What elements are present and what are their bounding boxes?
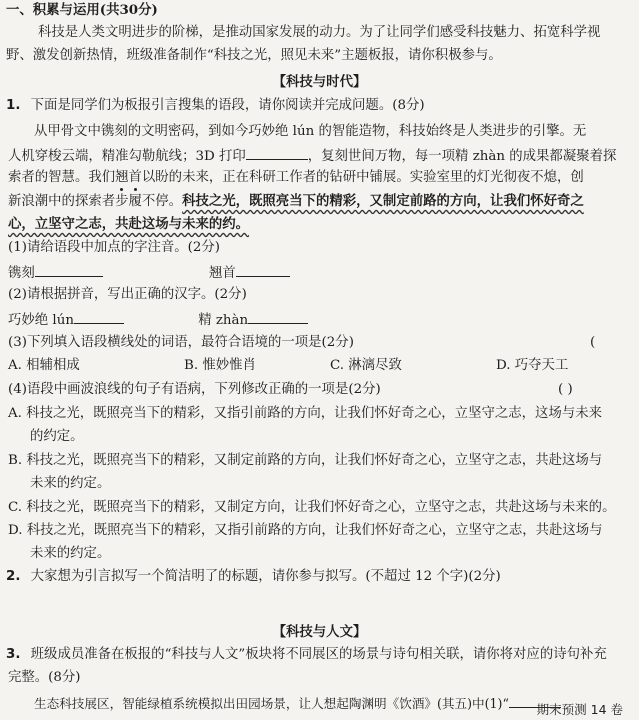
- section-intro-line-2: 野、激发创新热情，班级准备制作“科技之光，照见未来”主题板报，请你积极参与。: [6, 48, 502, 63]
- option-b-cont: 未来的约定。: [30, 476, 111, 491]
- question-text: 班级成员准备在板报的“科技与人文”板块将不同展区的场景与诗句相关联，请你将对应的诗句补充: [30, 647, 607, 662]
- answer-paren[interactable]: ( ): [558, 382, 573, 397]
- answer-blank[interactable]: [74, 309, 124, 324]
- subquestion-4: (4)语段中画波浪线的句子有语病，下列修改正确的一项是(2分): [8, 382, 381, 397]
- subquestion-1-blanks: [8, 262, 290, 284]
- dotted-char: 首: [129, 168, 142, 188]
- part-title-tech-and-humanities: 【科技与人文】: [272, 624, 367, 640]
- passage-text: 人机穿梭云端，精准勾勒航线；3D 打印: [8, 149, 246, 164]
- blank-label: 精 zhàn: [198, 313, 249, 328]
- question-number: 2.: [6, 569, 21, 584]
- option-b[interactable]: B. 惟妙惟肖: [184, 358, 256, 373]
- passage-line-3: [8, 168, 584, 188]
- question-3-cont: 完整。(8分): [8, 670, 81, 685]
- answer-blank[interactable]: [248, 309, 308, 324]
- answer-paren[interactable]: (: [590, 335, 596, 350]
- question-1: [6, 96, 425, 116]
- answer-blank[interactable]: [35, 262, 103, 277]
- passage-text: 索者的智慧。我们: [8, 170, 116, 185]
- question-text: 大家想为引言拟写一个简洁明了的标题，请你参与拟写。(不超过 12 个字)(2分): [30, 569, 501, 584]
- passage-text: ，复刻世间万物，每一项精 zhàn 的成果都凝聚着探: [307, 149, 617, 164]
- page-footer: 期末预测 14 卷: [536, 702, 623, 717]
- blank-label: 巧妙绝 lún: [8, 313, 74, 328]
- question-2: [6, 567, 501, 587]
- passage-text: 新浪潮中的探索者步履不停。: [8, 194, 183, 209]
- option-d-cont: 未来的约定。: [30, 546, 111, 561]
- section-heading: 一、积累与运用(共30分): [6, 2, 158, 18]
- answer-blank[interactable]: [236, 262, 290, 277]
- option-d[interactable]: D. 科技之光，既照亮当下的精彩，又指引前路的方向，让我们怀好奇之心，立坚守之志，共赴这场与: [8, 523, 603, 538]
- option-a-cont: 的约定。: [30, 429, 84, 444]
- passage-line-5: [8, 214, 249, 235]
- option-a[interactable]: A. 相辅相成: [8, 358, 80, 373]
- passage-line-4: [8, 191, 584, 212]
- option-b[interactable]: B. 科技之光，既照亮当下的精彩，又制定前路的方向，让我们怀好奇之心，立坚守之志，共赴这场与: [8, 453, 603, 468]
- question-number: 3.: [6, 647, 21, 662]
- dotted-char: 翘: [115, 168, 128, 188]
- subquestion-2: (2)请根据拼音，写出正确的汉字。(2分): [8, 287, 247, 302]
- part-title-tech-and-era: 【科技与时代】: [272, 74, 367, 90]
- question-text: 生态科技展区，智能绿植系统模拟出田园场景，让人想起陶渊明《饮酒》(其五)中(1)“: [34, 696, 509, 711]
- question-text: 下面是同学们为板报引言搜集的语段，请你阅读并完成问题。(8分): [30, 98, 425, 113]
- option-c[interactable]: C. 淋漓尽致: [330, 358, 402, 373]
- fill-blank[interactable]: [246, 145, 308, 160]
- question-number: 1.: [6, 98, 21, 113]
- blank-label: 翘首: [209, 266, 236, 281]
- subquestion-2-blanks: [8, 309, 308, 331]
- question-3: [6, 645, 607, 665]
- passage-line-1: 从甲骨文中镌刻的文明密码，到如今巧妙绝 lún 的智能造物，科技始终是人类进步的引擎。无: [34, 124, 587, 139]
- section-intro-line-1: 科技是人类文明进步的阶梯，是推动国家发展的动力。为了让同学们感受科技魅力、拓宽科学视: [38, 25, 601, 40]
- option-a[interactable]: A. 科技之光，既照亮当下的精彩，又指引前路的方向，让我们怀好奇之心，立坚守之志，这场与未来: [8, 406, 602, 421]
- question-3-line: [34, 693, 561, 714]
- option-c[interactable]: C. 科技之光，既照亮当下的精彩，又制定方向，让我们怀好奇之心，立坚守之志，共赴这场与未来的。: [8, 500, 616, 515]
- blank-label: 镌刻: [8, 266, 35, 281]
- option-d[interactable]: D. 巧夺天工: [496, 358, 569, 373]
- passage-line-2: [8, 145, 616, 167]
- wavy-sentence: 科技之光，既照亮当下的精彩，又制定前路的方向，让我们怀好奇之: [182, 193, 584, 209]
- passage-text: 以盼的未来，正在科研工作者的钻研中铺展。实验室里的灯光彻夜不熄，创: [141, 170, 584, 185]
- wavy-sentence: 心，立坚守之志，共赴这场与未来的约。: [8, 216, 250, 232]
- subquestion-1: (1)请给语段中加点的字注音。(2分): [8, 240, 221, 255]
- subquestion-3: (3)下列填入语段横线处的词语，最符合语境的一项是(2分): [8, 335, 354, 350]
